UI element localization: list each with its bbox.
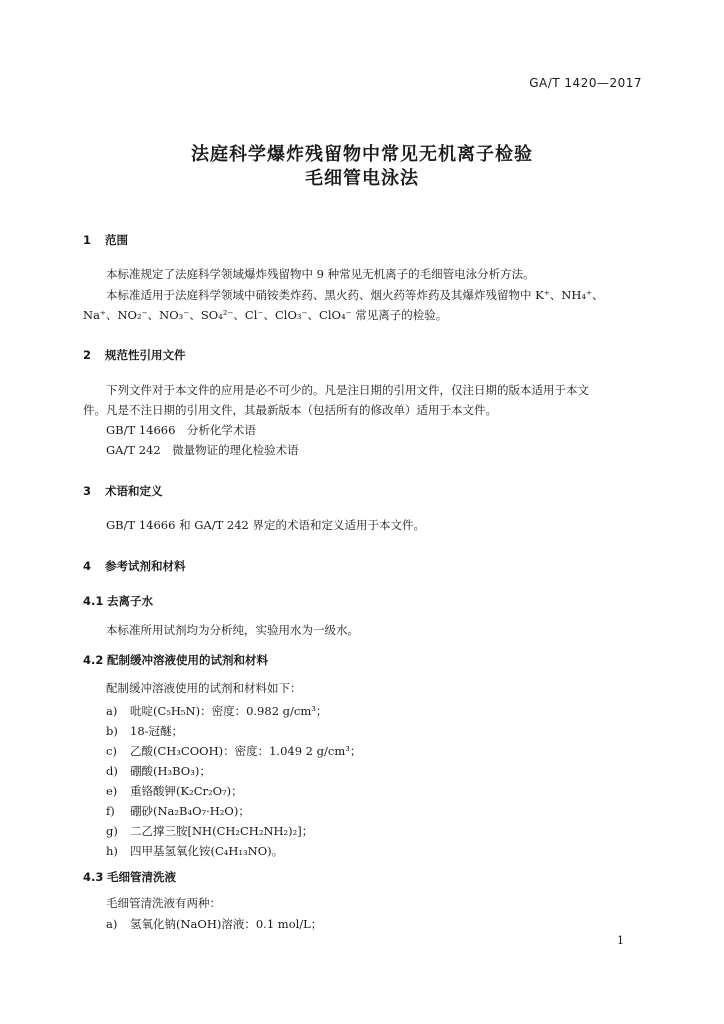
paragraph: 下列文件对于本文件的应用是必不可少的。凡是注日期的引用文件，仅注日期的版本适用于本文	[106, 383, 589, 397]
list-text: 硼砂(Na₂B₄O₇·H₂O)；	[130, 804, 250, 818]
section-title: 配制缓冲溶液使用的试剂和材料	[107, 653, 268, 667]
list-label: b)	[106, 724, 118, 738]
list-item	[106, 743, 361, 759]
section-title: 范围	[105, 233, 128, 247]
section-number: 4.1	[83, 594, 104, 608]
document-title: 法庭科学爆炸残留物中常见无机离子检验	[191, 144, 533, 165]
list-text: 二乙撑三胺[NH(CH₂CH₂NH₂)₂]；	[130, 824, 314, 838]
paragraph: 本标准适用于法庭科学领域中硝铵类炸药、黑火药、烟火药等炸药及其爆炸残留物中 K⁺、NH₄⁺、	[106, 288, 604, 302]
standard-code: GA/T 1420—2017	[529, 76, 642, 90]
list-label: e)	[106, 784, 118, 798]
document-subtitle: 毛细管电泳法	[305, 168, 419, 189]
list-label: a)	[106, 917, 118, 931]
list-text: 乙酸(CH₃COOH)：密度：1.049 2 g/cm³；	[130, 744, 362, 758]
section-title: 规范性引用文件	[105, 348, 186, 362]
list-label: h)	[106, 844, 118, 858]
list-text: 硼酸(H₃BO₃)；	[130, 764, 211, 778]
section-number: 2	[83, 348, 92, 362]
section-4-3-heading	[83, 869, 176, 885]
section-number: 4.3	[83, 870, 104, 884]
paragraph: 本标准规定了法庭科学领域爆炸残留物中 9 种常见无机离子的毛细管电泳分析方法。	[106, 267, 535, 281]
section-3-heading	[83, 483, 163, 499]
list-item	[106, 763, 211, 779]
list-item	[106, 916, 322, 932]
paragraph: GB/T 14666 和 GA/T 242 界定的术语和定义适用于本文件。	[106, 518, 426, 532]
section-1-heading	[83, 232, 128, 248]
list-label: a)	[106, 704, 118, 718]
list-label: f)	[106, 804, 115, 818]
list-label: c)	[106, 744, 117, 758]
list-item	[106, 723, 183, 739]
list-item	[106, 843, 283, 859]
section-number: 4.2	[83, 653, 104, 667]
section-number: 3	[83, 484, 92, 498]
list-item	[106, 703, 327, 719]
section-title: 参考试剂和材料	[105, 559, 186, 573]
list-text: 重铬酸钾(K₂Cr₂O₇)；	[130, 784, 243, 798]
section-number: 1	[83, 233, 92, 247]
paragraph-continuation: Na⁺、NO₂⁻、NO₃⁻、SO₄²⁻、Cl⁻、ClO₃⁻、ClO₄⁻ 常见离子的检验。	[83, 308, 448, 322]
section-title: 术语和定义	[105, 484, 163, 498]
reference-item: GA/T 242 微量物证的理化检验术语	[106, 443, 299, 457]
list-intro: 配制缓冲溶液使用的试剂和材料如下：	[106, 681, 302, 695]
section-title: 毛细管清洗液	[107, 870, 176, 884]
list-text: 氢氧化钠(NaOH)溶液：0.1 mol/L；	[130, 917, 323, 931]
list-item	[106, 803, 250, 819]
list-text: 吡啶(C₅H₅N)：密度：0.982 g/cm³；	[130, 704, 328, 718]
paragraph: 本标准所用试剂均为分析纯，实验用水为一级水。	[106, 623, 359, 637]
section-title: 去离子水	[107, 594, 153, 608]
section-4-heading	[83, 558, 186, 574]
section-2-heading	[83, 347, 186, 363]
paragraph-continuation: 件。凡是不注日期的引用文件，其最新版本（包括所有的修改单）适用于本文件。	[83, 403, 497, 417]
section-number: 4	[83, 559, 92, 573]
section-4-2-heading	[83, 652, 268, 668]
list-label: d)	[106, 764, 118, 778]
list-item	[106, 823, 313, 839]
list-label: g)	[106, 824, 118, 838]
list-intro: 毛细管清洗液有两种：	[106, 896, 221, 910]
list-text: 18-冠醚；	[130, 724, 184, 738]
page-number: 1	[617, 934, 624, 947]
list-text: 四甲基氢氧化铵(C₄H₁₃NO)。	[130, 844, 284, 858]
reference-item: GB/T 14666 分析化学术语	[106, 423, 256, 437]
section-4-1-heading	[83, 593, 153, 609]
list-item	[106, 783, 243, 799]
